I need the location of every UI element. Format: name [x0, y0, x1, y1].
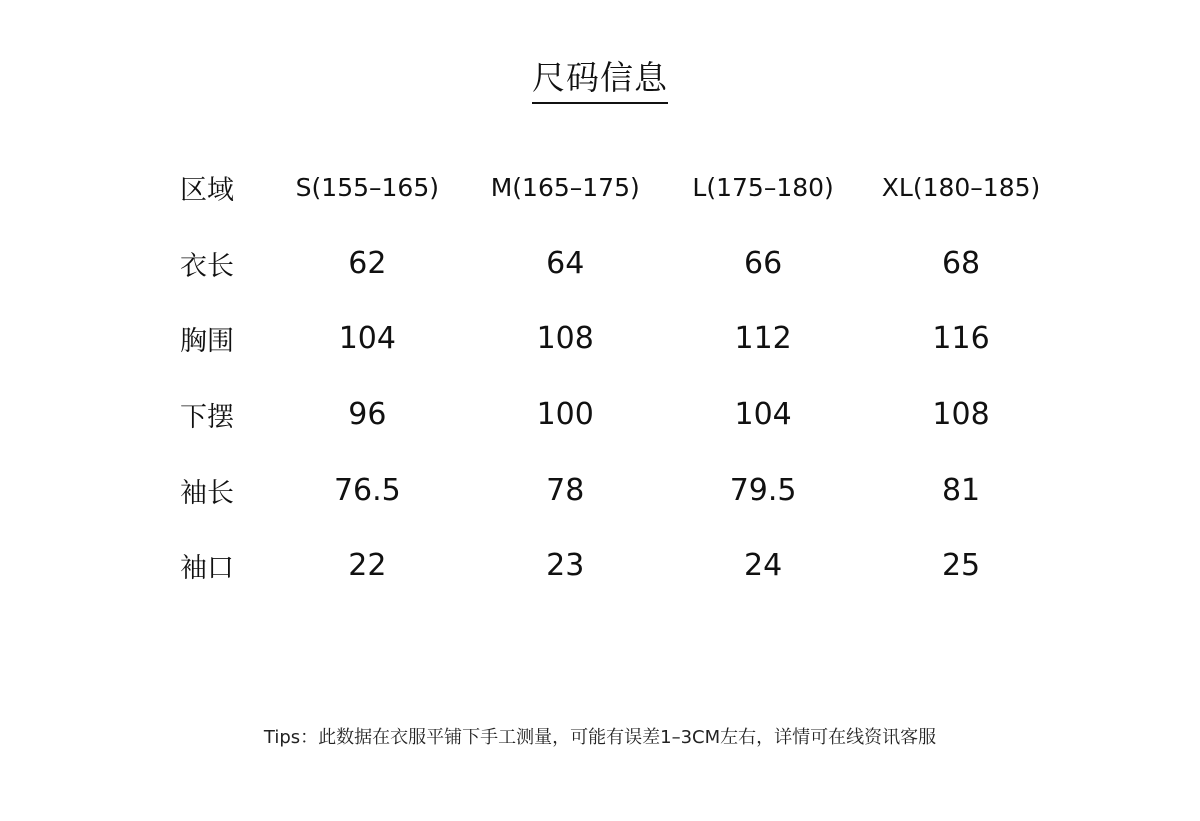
header-size-cell: XL(180–185) [881, 173, 1041, 203]
row-label-cell: 袖长 [180, 477, 234, 509]
table-row [180, 452, 1060, 528]
header-size-cell: S(155–165) [295, 173, 439, 203]
row-label-cell: 袖口 [180, 553, 234, 585]
size-table [180, 150, 1060, 604]
table-row [180, 301, 1060, 377]
row-label-cell: 下摆 [180, 402, 234, 434]
table-cell: 116 [932, 321, 990, 357]
table-cell: 76.5 [333, 472, 401, 508]
table-cell: 100 [536, 397, 594, 433]
page-title [0, 56, 1200, 104]
table-cell: 68 [941, 245, 981, 281]
table-cell: 104 [734, 397, 792, 433]
header-size-cell: L(175–180) [692, 173, 834, 203]
table-cell: 81 [941, 472, 981, 508]
row-label-cell: 衣长 [180, 250, 234, 282]
header-size-cell: M(165–175) [490, 173, 640, 203]
table-cell: 78 [546, 472, 585, 508]
header-label-cell: 区域 [180, 175, 234, 207]
table-cell: 112 [734, 321, 792, 357]
table-cell: 104 [338, 321, 396, 357]
table-cell: 96 [348, 397, 387, 433]
table-cell: 62 [348, 245, 387, 281]
table-row [180, 226, 1060, 302]
table-cell: 66 [744, 245, 783, 281]
table-cell: 108 [932, 397, 990, 433]
table-cell: 23 [546, 548, 585, 584]
page-title-text: 尺码信息 [532, 56, 668, 104]
table-cell: 79.5 [729, 472, 797, 508]
table-cell: 24 [744, 548, 783, 584]
table-row [180, 528, 1060, 604]
table-cell: 108 [536, 321, 594, 357]
table-row [180, 377, 1060, 453]
measurement-tips: Tips：此数据在衣服平铺下手工测量，可能有误差1–3CM左右，详情可在线资讯客服 [263, 727, 937, 748]
table-cell: 25 [941, 548, 981, 584]
table-cell: 22 [348, 548, 387, 584]
table-cell: 64 [546, 245, 585, 281]
row-label-cell: 胸围 [180, 326, 234, 358]
table-header-row [180, 150, 1060, 226]
